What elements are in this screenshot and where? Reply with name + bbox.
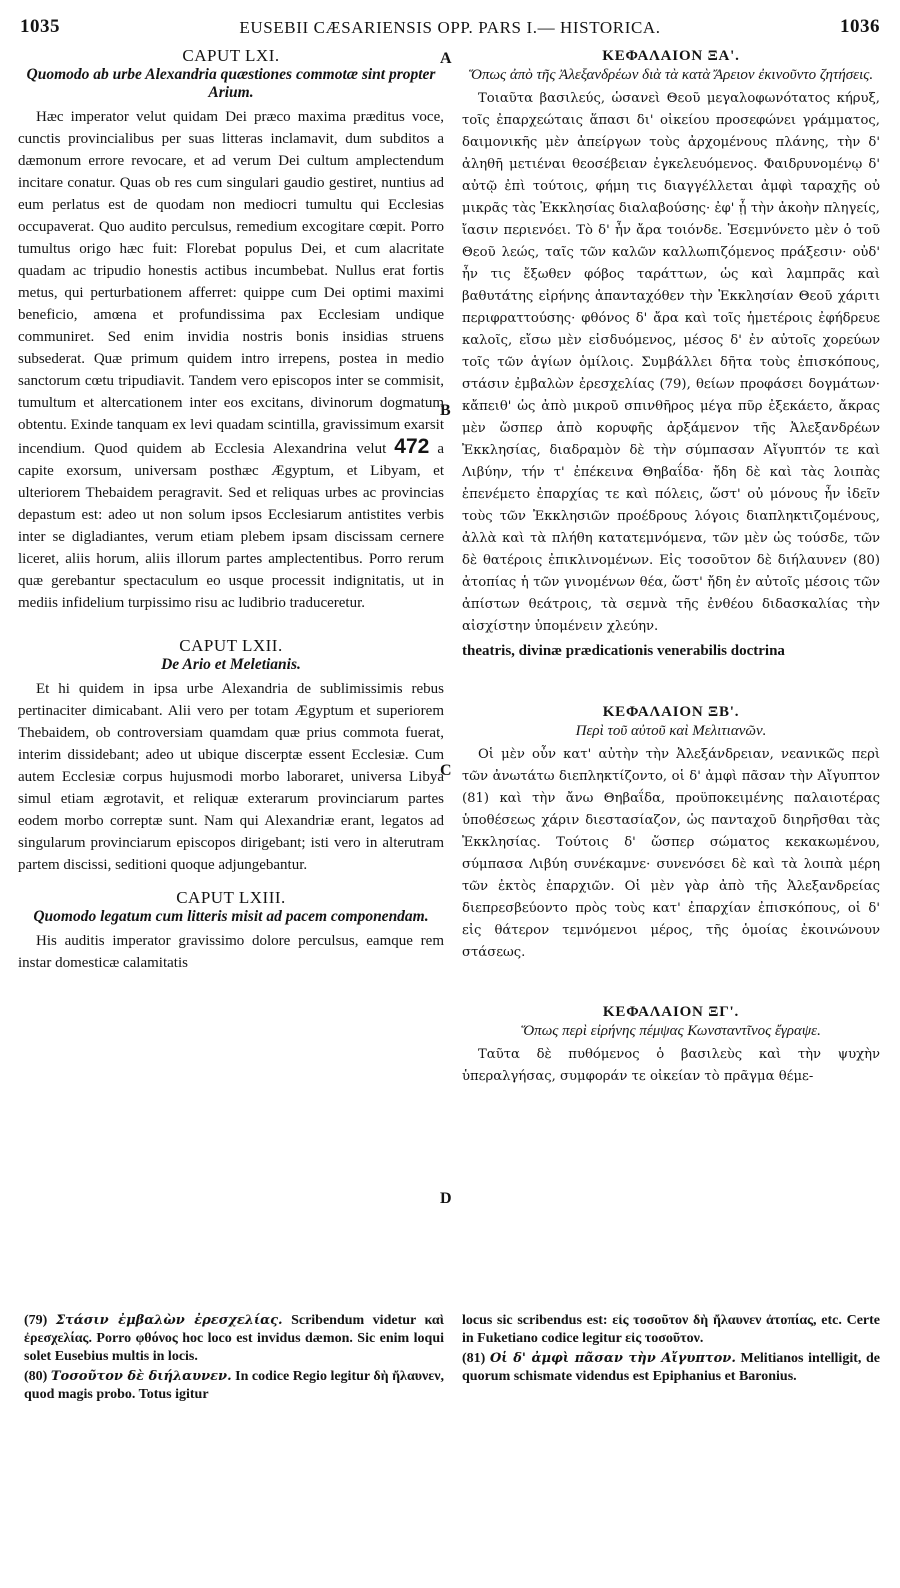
- footnote-80: [24, 1368, 444, 1404]
- caput-63-text: His auditis imperator gravissimo dolore perculsus, eamque rem instar domesticæ calamitatis: [18, 933, 444, 971]
- caput-61-title: CAPUT LXI.: [182, 46, 280, 65]
- page-number-right: 1036: [840, 16, 880, 37]
- footnote-81-lemma: Οἱ δ' ἀμφὶ πᾶσαν τὴν Αἴγυπτον.: [489, 1351, 736, 1366]
- footnote-79-number: (79): [24, 1313, 48, 1328]
- caput-61-text-part-b: a capite exorsum, universam posthæc Ægyptum, et Libyam, et ulteriorem Thebaidem peragravit. Sed et reliquas urbes ac provincias depastum est: adeo ut non solum ipsos Ecclesiarum antistites verbis inter se digladiantes, verum etiam plebem ipsam discissam cernere liceret, aliis horum, aliis illorum partes amplectentibus. Porro rerum quæ gerebantur spectaculum eo usque processit indignitatis, ut in mediis infidelium turpissimo risu ac ludibrio traduceretur.: [18, 441, 444, 611]
- margin-letter-a: A: [440, 50, 452, 67]
- footnote-81: [462, 1350, 880, 1386]
- margin-letter-c: C: [440, 762, 452, 779]
- caput-62-subtitle: De Ario et Meletianis.: [161, 656, 301, 673]
- margin-letter-b: B: [440, 402, 451, 419]
- kefalaion-62-text: Οἱ μὲν οὖν κατ' αὐτὴν τὴν Ἀλεξάνδρειαν, νεανικῶς περὶ τῶν ἀνωτάτω διεπληκτίζοντο, οἱ δ' ἀμφὶ πᾶσαν τὴν Αἴγυπτον (81) καὶ τὴν ἄνω Θηβαΐδα, προϋποκειμένης παλαιοτέρας ὑποθέσεως χάριν διεστασίαζον, ὡς πανταχοῦ διηρῆσθαι τὰς Ἐκκλησίας. Τούτοις δ' ὥσπερ σώματος κεκακωμένου, σύμπασα Λιβύη συνέκαμνε· συνενόσει δὲ καὶ τὰ λοιπὰ μέρη τῶν ἐκτὸς ἐπαρχιῶν. Οἱ μὲν γὰρ ἀπὸ τῆς Ἀλεξανδρείας διεπρεσβεύοντο πρὸς τοὺς κατ' ἐπαρχίαν ἐπισκόπους, οἱ δ' εἰς θάτερον τεμνόμενοι μέρος, τῆς ὁμοίας ἐκοινώνουν στάσεως.: [462, 747, 880, 960]
- kefalaion-61-title: ΚΕΦΑΛΑΙΟΝ ΞΑ'.: [602, 48, 740, 64]
- footnote-80-number: (80): [24, 1369, 48, 1384]
- kefalaion-63-text: Ταῦτα δὲ πυθόμενος ὁ βασιλεὺς καὶ τὴν ψυχὴν ὑπεραλγήσας, συμφοράν τε οἰκείαν τὸ πρᾶγμα θέμε-: [462, 1047, 880, 1084]
- page-number-left: 1035: [20, 16, 60, 37]
- latin-continuation-line: theatris, divinæ prædicationis venerabilis doctrina: [462, 643, 785, 659]
- kefalaion-61-subtitle: Ὅπως ἀπὸ τῆς Ἀλεξανδρέων διὰ τὰ κατὰ Ἄρειον ἐκινοῦντο ζητήσεις.: [468, 67, 874, 83]
- running-header: [20, 16, 880, 42]
- column-number-marker: 472: [394, 435, 430, 458]
- footnote-80-continuation: locus sic scribendus est: εἰς τοσοῦτον δὴ ἤλαυνεν ἀτοπίας, etc. Certe in Fuketiano codice legitur εἰς τοσοῦτον.: [462, 1313, 880, 1346]
- caput-63-subtitle: Quomodo legatum cum litteris misit ad pacem componendam.: [33, 908, 429, 925]
- footnote-79-text: Scribendum videtur καὶ ἐρεσχελίας. Porro φθόνος hoc loco est invidus dæmon. Sic enim loqui solet Eusebius multis in locis.: [24, 1313, 444, 1364]
- caput-61-text-part-a: Hæc imperator velut quidam Dei præco maxima præditus voce, cunctis provincialibus per suas litteras inclamavit, dum subditos a dæmonum errore revocare, et ad verum Dei cultum amplectendum incitare conatur. Quas ob res cum singulari gaudio gestiret, nuntius ad eum perlatus est de quodam non mediocri tumultu qui Ecclesias occupaverat. Quo audito perculsus, remedium excogitare cœpit. Porro tumultus origo hæc fuit: Florebat populus Dei, et cum alacritate quadam ac tripudio honestis actibus incumbebat. Nullus erat fortis metus, qui perturbationem afferret: quippe cum Dei optimi maximi beneficio, amœna et profundissima pax Ecclesiam undique communiret. Sed enim invidia nostris bonis insidias struens subsederat. Quæ primum quidem intro irrepens, postea in medio sanctorum cœtu tripudiavit. Tandem vero episcopos inter se commisit, tumultum et altercationem inter eos excitans, divinorum dogmatum obtentu. Exinde tanquam ex levi quadam scintilla, gravissimum exarsit incendium. Quod quidem ab Ecclesia Alexandrina velut: [18, 109, 444, 457]
- footnote-81-text: Melitianos intelligit, de quorum schismate videndus est Epiphanius et Baronius.: [462, 1351, 880, 1384]
- kefalaion-62-title: ΚΕΦΑΛΑΙΟΝ ΞΒ'.: [602, 704, 740, 720]
- footnote-79-lemma: Στάσιν ἐμβαλὼν ἐρεσχελίας.: [55, 1313, 283, 1328]
- latin-column: [18, 44, 444, 974]
- greek-column: [462, 44, 880, 1088]
- caput-61-text: [18, 106, 444, 614]
- footnotes-right: [462, 1312, 880, 1388]
- kefalaion-63-subtitle: Ὅπως περὶ εἰρήνης πέμψας Κωνσταντῖνος ἔγραψε.: [521, 1023, 821, 1039]
- caput-61-subtitle: Quomodo ab urbe Alexandria quæstiones commotæ sint propter Arium.: [26, 66, 436, 101]
- footnote-80-lemma: Τοσοῦτον δὲ διήλαυνεν.: [50, 1369, 232, 1384]
- footnote-80-text: In codice Regio legitur δὴ ἤλαυνεν, quod magis probo. Totus igitur: [24, 1369, 445, 1402]
- running-title: EUSEBII CÆSARIENSIS OPP. PARS I.— HISTORICA.: [239, 18, 661, 37]
- caput-62-text: Et hi quidem in ipsa urbe Alexandria de sublimissimis rebus pertinaciter dimicabant. Alii vero per totam Ægyptum et superiorem Thebaidem, ob controversiam quamdam quæ prius commota fuerat, interim dissidebant; adeo ut ubique discerptæ essent Ecclesiæ. Cum autem Ecclesiæ corpus hujusmodi morbo laboraret, universa Libya simul etiam ægrotavit, et reliquæ exterarum provinciarum partes eodem morbo correptæ sunt. Nam qui Alexandriæ erant, legatos ad singularum provinciarum episcopos dirigebant; isti vero in alterutram partem discissi, seditioni quoque adjungebantur.: [18, 681, 444, 873]
- caput-63-title: CAPUT LXIII.: [176, 888, 286, 907]
- kefalaion-62-subtitle: Περὶ τοῦ αὐτοῦ καὶ Μελιτιανῶν.: [575, 723, 767, 739]
- caput-62-title: CAPUT LXII.: [179, 636, 283, 655]
- footnotes-left: [24, 1312, 444, 1406]
- kefalaion-63-title: ΚΕΦΑΛΑΙΟΝ ΞΓ'.: [602, 1004, 740, 1020]
- footnote-79: [24, 1312, 444, 1366]
- kefalaion-61-text: Τοιαῦτα βασιλεύς, ὡσανεὶ Θεοῦ μεγαλοφωνότατος κήρυξ, τοῖς ἐπαρχεώταις ἅπασι δι' οἰκείου προσεφώνει γράμματος, δαιμονικῆς μὲν ἀπείργων τοὺς ἀρχομένους πλάνης, τὴν δ' ἀληθῆ μετιέναι θεοσέβειαν ἐγκελευόμενος. Φαιδρυνομένῳ δ' αὐτῷ ἐπὶ τούτοις, φήμη τις διαγγέλλεται ἀμφὶ ταραχῆς οὐ μικρᾶς τὰς Ἐκκλησίας διαλαβούσης· ἐφ' ᾗ τὴν ἀκοὴν πληγείς, ἴασιν περιενόει. Τὸ δ' ἦν ἄρα τοιόνδε. Ἐσεμνύνετο μὲν ὁ τοῦ Θεοῦ λεώς, ταῖς τῶν καλῶν καλλωπιζόμενος πράξεσιν· οὐδ' ἦν τις ἔξωθεν φόβος ταράττων, ὡς καὶ λαμπρᾶς καὶ βαθυτάτης εἰρήνης ἁπανταχόθεν τὴν Ἐκκλησίαν Θεοῦ χάριτι περιφραττούσης· φθόνος δ' ἄρα καὶ τοῖς ἡμετέροις ἐφήδρευε καλοῖς, εἴσω μὲν εἰσδυόμενος, μέσος δ' ἐν αὐτοῖς χορεύων τοῖς τῶν ἁγίων ὁμίλοις. Συμβάλλει δῆτα τοὺς ἐπισκόπους, στάσιν ἐμβαλὼν ἐρεσχελίας (79), θείων προφάσει δογμάτων· κἄπειθ' ὡς ἀπὸ μικροῦ σπινθῆρος μέγα πῦρ ἐξεκάετο, ἄκρας μὲν ὥσπερ ἀπὸ κορυφῆς ἀρξάμενον τῆς Ἀλεξανδρέων Ἐκκλησίας, διαδραμὸν δὲ τὴν σύμπασαν Αἴγυπτόν τε καὶ Λιβύην, τήν τ' ἐπέκεινα Θηβαΐδα· ἤδη δὲ καὶ τὰς λοιπὰς ἐπενέμετο ἐπαρχίας τε καὶ πόλεις, ὥστ' οὐ μόνους ἦν ἰδεῖν τοὺς τῶν Ἐκκλησιῶν προέδρους λόγοις διαπληκτιζομένους, ἀλλὰ καὶ τὰ πλήθη κατατεμνόμενα, τῶν μὲν ὡς τούσδε, τῶν δὲ θατέροις ἐπικλινομένων. Εἰς τοσοῦτον δὲ διήλαυνεν (80) ἀτοπίας ἡ τῶν γινομένων θέα, ὥστ' ἤδη ἐν αὐτοῖς μέσοις τῶν ἀπίστων θεάτροις, τὰ σεμνὰ τῆς ἐνθέου διδασκαλίας τὴν αἰσχίστην ὑπομένειν χλεύην.: [462, 91, 880, 634]
- footnote-81-number: (81): [462, 1351, 486, 1366]
- margin-letter-d: D: [440, 1190, 452, 1207]
